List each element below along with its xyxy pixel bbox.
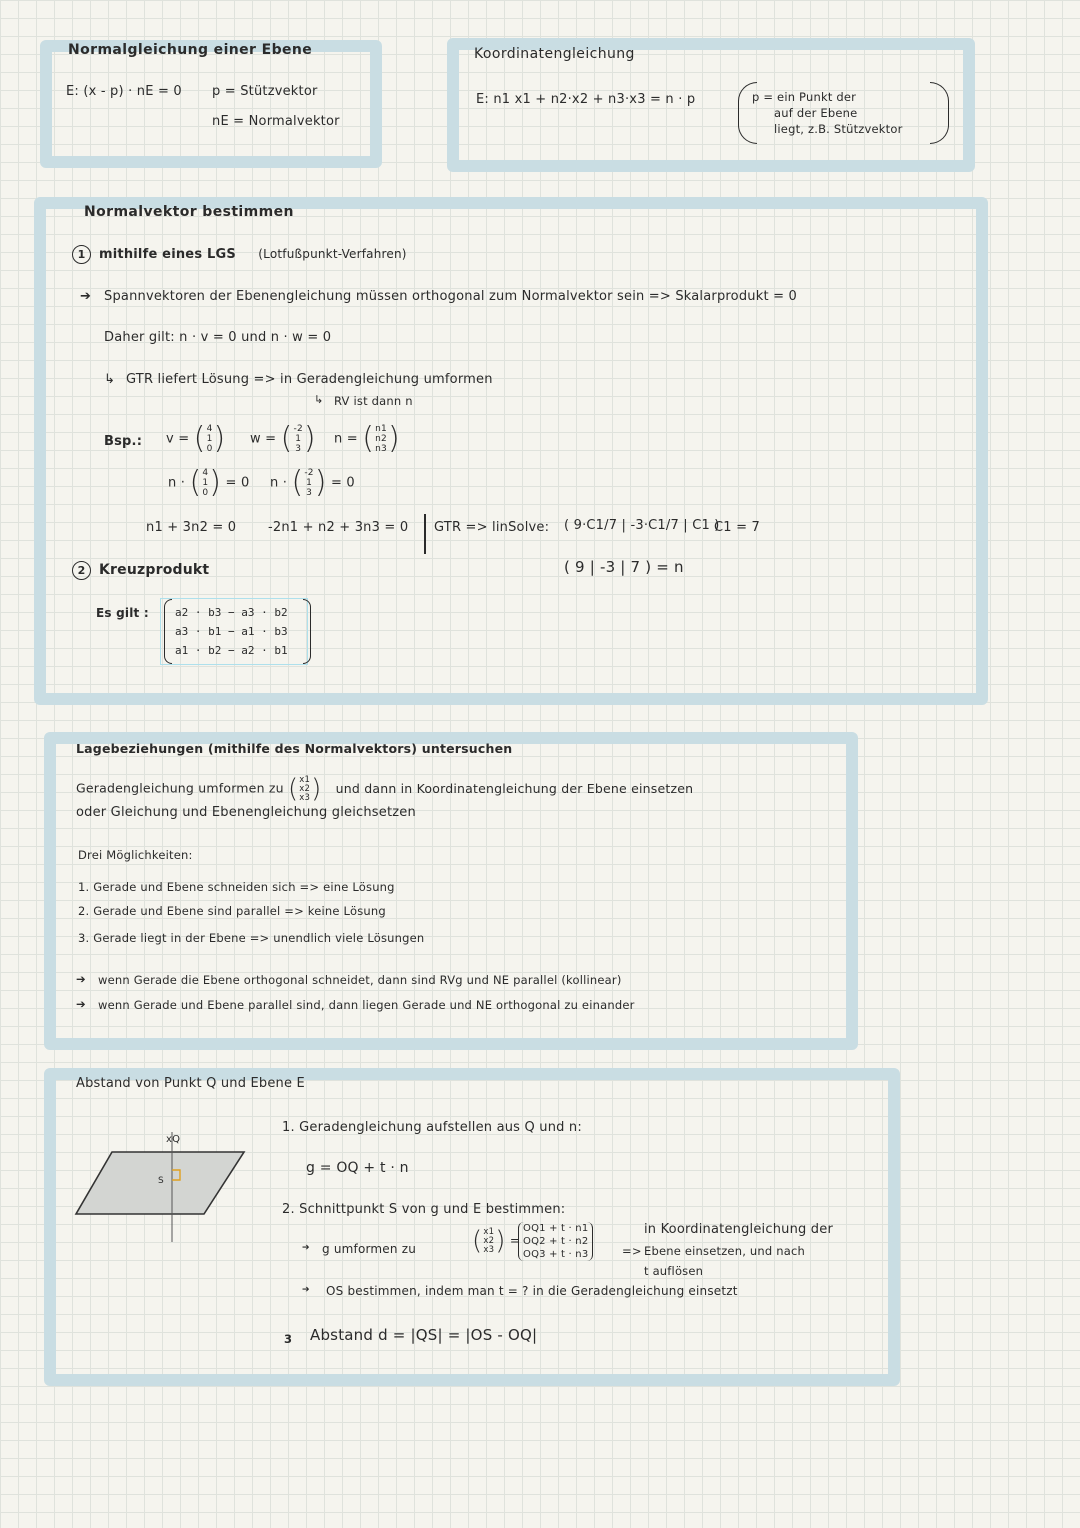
q-point-label: xQ bbox=[166, 1134, 181, 1145]
einsetzen-line1: in Koordinatengleichung der bbox=[644, 1222, 834, 1237]
v-vector: v = ( 4 1 0 ) bbox=[166, 421, 226, 456]
arrow-icon: ➔ bbox=[76, 972, 86, 986]
return-arrow-icon: ↳ bbox=[104, 372, 116, 387]
normalvektor-title: Normalvektor bestimmen bbox=[84, 204, 294, 220]
c1-value: C1 = 7 bbox=[714, 520, 760, 535]
normalgleichung-title: Normalgleichung einer Ebene bbox=[68, 42, 313, 58]
normalvektor-definition: nE = Normalvektor bbox=[212, 114, 340, 129]
step2-heading bbox=[72, 561, 209, 580]
equation-1: n1 + 3n2 = 0 bbox=[146, 520, 237, 535]
return-arrow-icon: ↳ bbox=[314, 393, 324, 406]
p-note-line2: auf der Ebene bbox=[774, 106, 858, 120]
daher-gilt-line: Daher gilt: n · v = 0 und n · w = 0 bbox=[104, 330, 332, 345]
koordinatengleichung-equation: E: n1 x1 + n2·x2 + n3·x3 = n · p bbox=[476, 92, 696, 107]
step2-number: 2 bbox=[72, 561, 91, 580]
x-vector: ( x1 x2 x3 ) = bbox=[472, 1226, 521, 1256]
abstand-formula: Abstand d = |QS| = |OS - OQ| bbox=[310, 1326, 538, 1344]
step1-subtitle: (Lotfußpunkt-Verfahren) bbox=[258, 247, 407, 261]
stuetzvektor-definition: p = Stützvektor bbox=[212, 84, 318, 99]
w-vector: w = ( -2 1 3 ) bbox=[250, 421, 316, 456]
oq-vector: OQ1 + t · n1 OQ2 + t · n2 OQ3 + t · n3 bbox=[518, 1222, 593, 1261]
g-equation: g = OQ + t · n bbox=[306, 1160, 409, 1176]
step1-geradengleichung: 1. Geradengleichung aufstellen aus Q und n: bbox=[282, 1120, 582, 1135]
cross-row-2: a3 · b1 − a1 · b3 bbox=[175, 625, 288, 638]
result-vector: ( 9 | -3 | 7 ) = n bbox=[564, 558, 684, 576]
step2-title: Kreuzprodukt bbox=[99, 562, 210, 578]
normalgleichung-box bbox=[40, 40, 382, 168]
step3-number: 3 bbox=[284, 1332, 293, 1346]
s-point-label: S bbox=[158, 1176, 164, 1186]
list-item: 1. Gerade und Ebene schneiden sich => eine Lösung bbox=[78, 880, 395, 894]
dot-product-1: n · ( 4 1 0 ) = 0 bbox=[168, 465, 250, 500]
dot-product-2: n · ( -2 1 3 ) = 0 bbox=[270, 465, 355, 500]
step2-schnittpunkt: 2. Schnittpunkt S von g und E bestimmen: bbox=[282, 1202, 566, 1217]
p-note-line3: liegt, z.B. Stützvektor bbox=[774, 122, 903, 136]
drei-moeglichkeiten: Drei Möglichkeiten: bbox=[78, 848, 193, 862]
abstand-title: Abstand von Punkt Q und Ebene E bbox=[76, 1076, 305, 1091]
spannvektoren-line: Spannvektoren der Ebenengleichung müssen orthogonal zum Normalvektor sein => Skalarprodukt = 0 bbox=[104, 289, 797, 304]
lagebeziehungen-title: Lagebeziehungen (mithilfe des Normalvektors) untersuchen bbox=[76, 741, 513, 756]
arrow-icon: ➔ bbox=[302, 1243, 310, 1253]
step1-number: 1 bbox=[72, 245, 91, 264]
equation-2: -2n1 + n2 + 3n3 = 0 bbox=[268, 520, 409, 535]
gtr-line1: GTR liefert Lösung => in Geradengleichung umformen bbox=[126, 372, 493, 387]
os-bestimmen-line: OS bestimmen, indem man t = ? in die Geradengleichung einsetzt bbox=[326, 1284, 738, 1298]
solve-vector: ( 9·C1/7 | -3·C1/7 | C1 ) bbox=[564, 518, 720, 533]
list-item: 2. Gerade und Ebene sind parallel => keine Lösung bbox=[78, 904, 386, 918]
p-note-line1: p = ein Punkt der bbox=[752, 90, 857, 104]
divider-line bbox=[424, 514, 426, 554]
orthogonal-line: wenn Gerade die Ebene orthogonal schneidet, dann sind RVg und NE parallel (kollinear) bbox=[98, 973, 622, 987]
umformen-line: Geradengleichung umformen zu ( x1 x2 x3 ) und dann in Koordinatengleichung der Ebene einsetzen bbox=[76, 774, 694, 804]
koordinatengleichung-title: Koordinatengleichung bbox=[474, 46, 635, 62]
arrow-icon: ➔ bbox=[76, 997, 86, 1011]
cross-row-1: a2 · b3 − a3 · b2 bbox=[175, 606, 288, 619]
es-gilt-label: Es gilt : bbox=[96, 606, 149, 620]
gtr-linsolve: GTR => linSolve: bbox=[434, 520, 550, 535]
list-item: 3. Gerade liegt in der Ebene => unendlich viele Lösungen bbox=[78, 931, 425, 945]
gtr-line2: RV ist dann n bbox=[334, 394, 413, 408]
arrow-icon: ➔ bbox=[80, 289, 92, 304]
einsetzen-line2: Ebene einsetzen, und nach bbox=[644, 1244, 805, 1258]
arrow-icon: ➔ bbox=[302, 1285, 310, 1295]
step1-heading bbox=[72, 245, 407, 264]
normalgleichung-equation: E: (x - p) · nE = 0 bbox=[66, 84, 182, 99]
einsetzen-line3: t auflösen bbox=[644, 1264, 704, 1278]
gleichsetzen-line: oder Gleichung und Ebenengleichung gleichsetzen bbox=[76, 805, 416, 820]
step1-title: mithilfe eines LGS bbox=[99, 247, 236, 262]
cross-row-3: a1 · b2 − a2 · b1 bbox=[175, 644, 288, 657]
n-vector: n = ( n1 n2 n3 ) bbox=[334, 421, 400, 456]
parallel-line: wenn Gerade und Ebene parallel sind, dann liegen Gerade und NE orthogonal zu einander bbox=[98, 998, 635, 1012]
implies-arrow: => bbox=[622, 1244, 642, 1258]
g-umformen: g umformen zu bbox=[322, 1242, 417, 1256]
cross-product-matrix bbox=[160, 598, 308, 665]
bsp-label: Bsp.: bbox=[104, 434, 143, 449]
note-paren-right bbox=[930, 82, 949, 144]
